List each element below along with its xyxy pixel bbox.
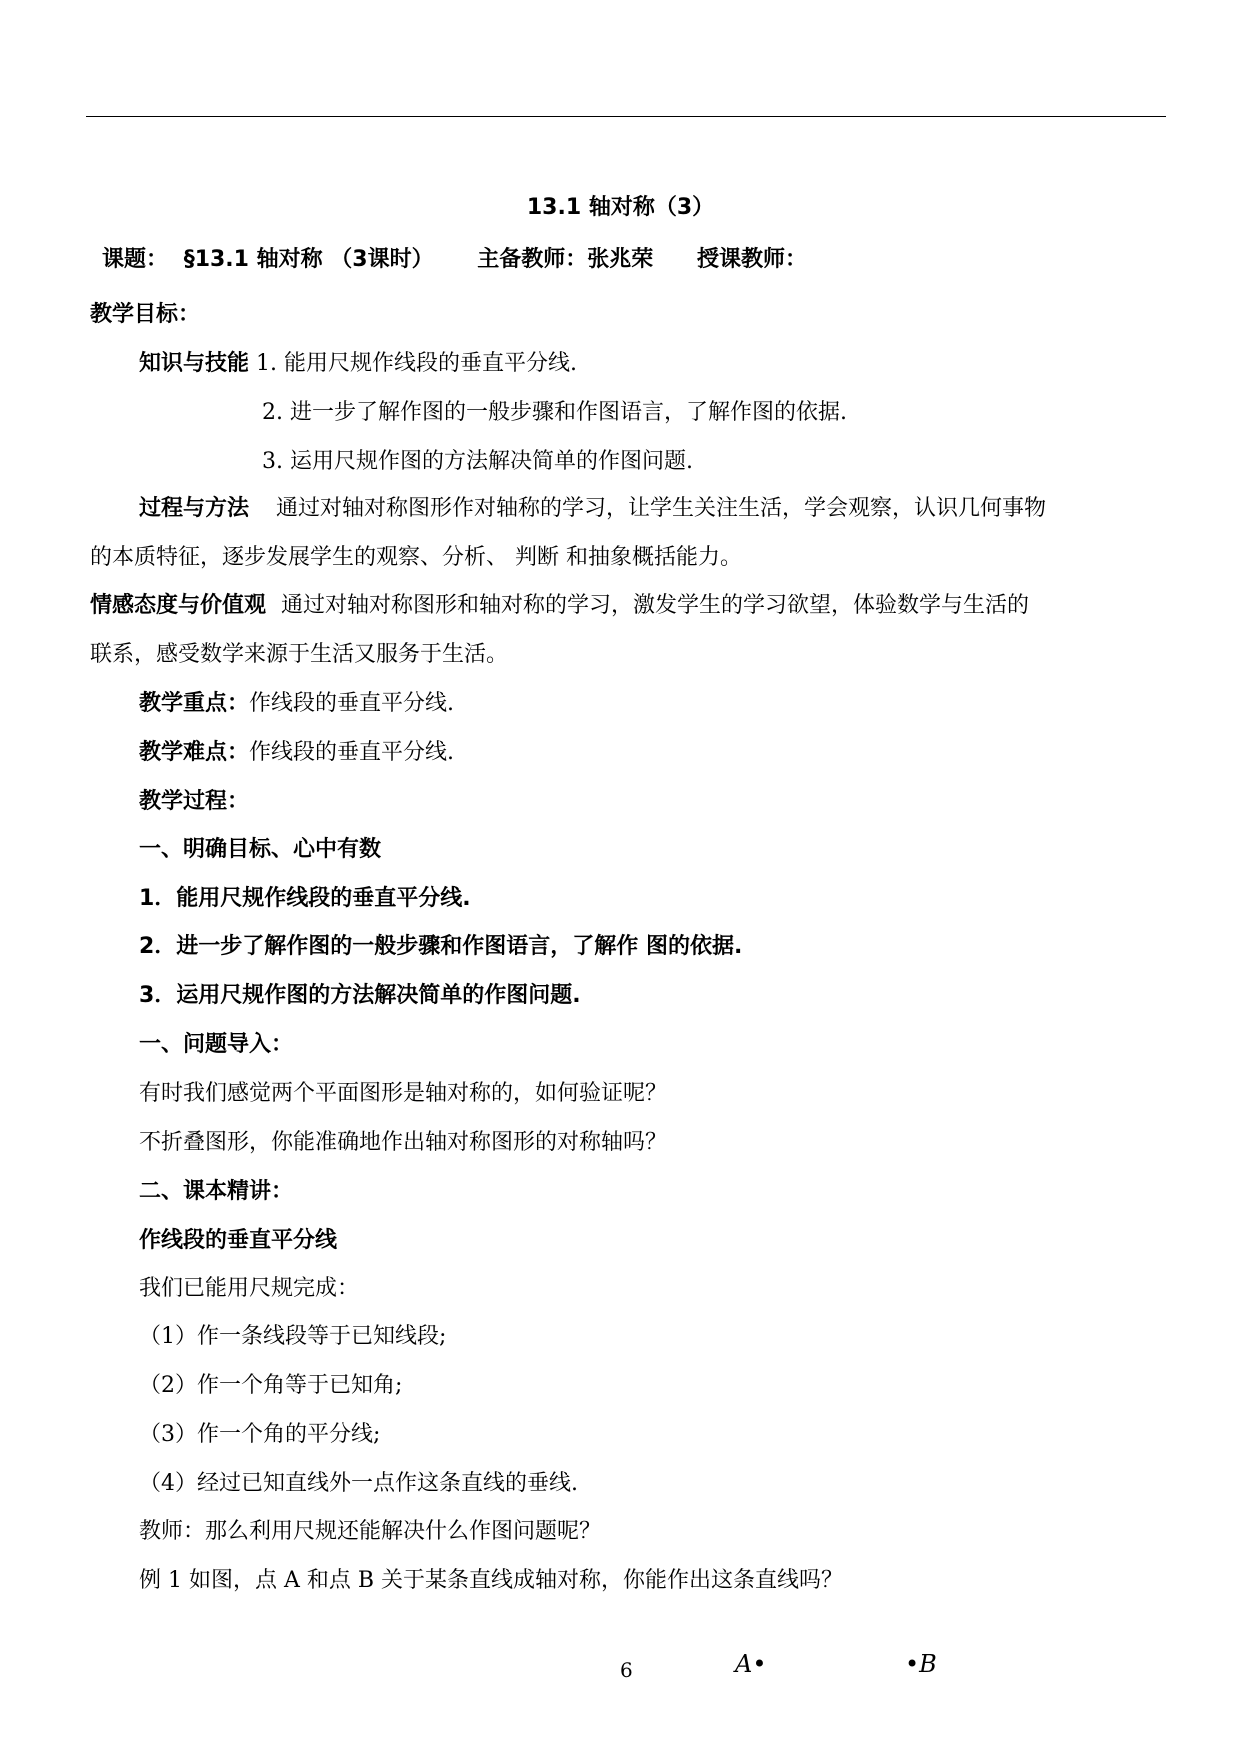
page-number: 6 [620, 1658, 633, 1682]
lecture-item-1: （1）作一条线段等于已知线段; [139, 1324, 447, 1349]
intro-line-2: 不折叠图形，你能准确地作出轴对称图形的对称轴吗？ [139, 1130, 668, 1155]
difficulty-label: 教学难点： [139, 740, 250, 765]
header-rule [86, 116, 1166, 117]
process-text-2: 的本质特征，逐步发展学生的观察、分析、 判断 和抽象概括能力。 [90, 545, 742, 570]
process-label: 过程与方法 [139, 496, 250, 521]
process-text-1: 通过对轴对称图形作对轴称的学习，让学生关注生活，学会观察，认识几何事物 [276, 496, 1047, 521]
course-label: 课题： [102, 247, 169, 272]
course-topic: §13.1 轴对称 （3课时） [183, 247, 434, 272]
point-a: A• [735, 1650, 767, 1678]
teacher-question: 教师：那么利用尺规还能解决什么作图问题呢？ [139, 1519, 602, 1544]
section1-item-3: 3．运用尺规作图的方法解决简单的作图问题. [139, 983, 581, 1008]
section1-item-1: 1．能用尺规作线段的垂直平分线. [139, 886, 471, 911]
process-heading: 教学过程： [139, 789, 250, 814]
section1-heading: 一、明确目标、心中有数 [139, 837, 382, 862]
difficulty-text: 作线段的垂直平分线. [249, 740, 455, 765]
knowledge-label: 知识与技能 [139, 351, 250, 376]
lecture-item-2: （2）作一个角等于已知角; [139, 1373, 403, 1398]
knowledge-item-1: 1. 能用尺规作线段的垂直平分线. [256, 351, 577, 376]
lecture-heading: 二、课本精讲： [139, 1179, 294, 1204]
teaching-teacher: 授课教师： [696, 247, 807, 272]
section1-item-2: 2．进一步了解作图的一般步骤和作图语言，了解作 图的依据. [139, 934, 743, 959]
emotion-text-1: 通过对轴对称图形和轴对称的学习，激发学生的学习欲望，体验数学与生活的 [281, 593, 1030, 618]
emotion-text-2: 联系，感受数学来源于生活又服务于生活。 [90, 642, 509, 667]
lecture-subheading: 作线段的垂直平分线 [139, 1228, 338, 1253]
process-line-1 [139, 494, 1046, 524]
lecture-lead: 我们已能用尺规完成： [139, 1276, 360, 1301]
knowledge-line [139, 349, 577, 379]
intro-heading: 一、问题导入： [139, 1032, 294, 1057]
course-header-line [102, 245, 807, 275]
lead-teacher: 主备教师：张兆荣 [477, 247, 654, 272]
objectives-heading: 教学目标： [90, 302, 201, 327]
key-point-label: 教学重点： [139, 691, 250, 716]
difficulty-line [139, 738, 454, 768]
point-b: •B [905, 1650, 937, 1678]
emotion-label: 情感态度与价值观 [90, 593, 267, 618]
knowledge-item-2: 2. 进一步了解作图的一般步骤和作图语言，了解作图的依据. [262, 400, 847, 425]
emotion-line-1 [90, 591, 1029, 621]
knowledge-item-3: 3. 运用尺规作图的方法解决简单的作图问题. [262, 449, 693, 474]
lecture-item-3: （3）作一个角的平分线; [139, 1422, 381, 1447]
lecture-item-4: （4）经过已知直线外一点作这条直线的垂线. [139, 1471, 578, 1496]
intro-line-1: 有时我们感觉两个平面图形是轴对称的，如何验证呢？ [139, 1081, 668, 1106]
key-point-line [139, 689, 454, 719]
example-1: 例 1 如图，点 A 和点 B 关于某条直线成轴对称，你能作出这条直线吗？ [139, 1568, 844, 1593]
page-title: 13.1 轴对称（3） [526, 195, 715, 220]
key-point-text: 作线段的垂直平分线. [249, 691, 455, 716]
